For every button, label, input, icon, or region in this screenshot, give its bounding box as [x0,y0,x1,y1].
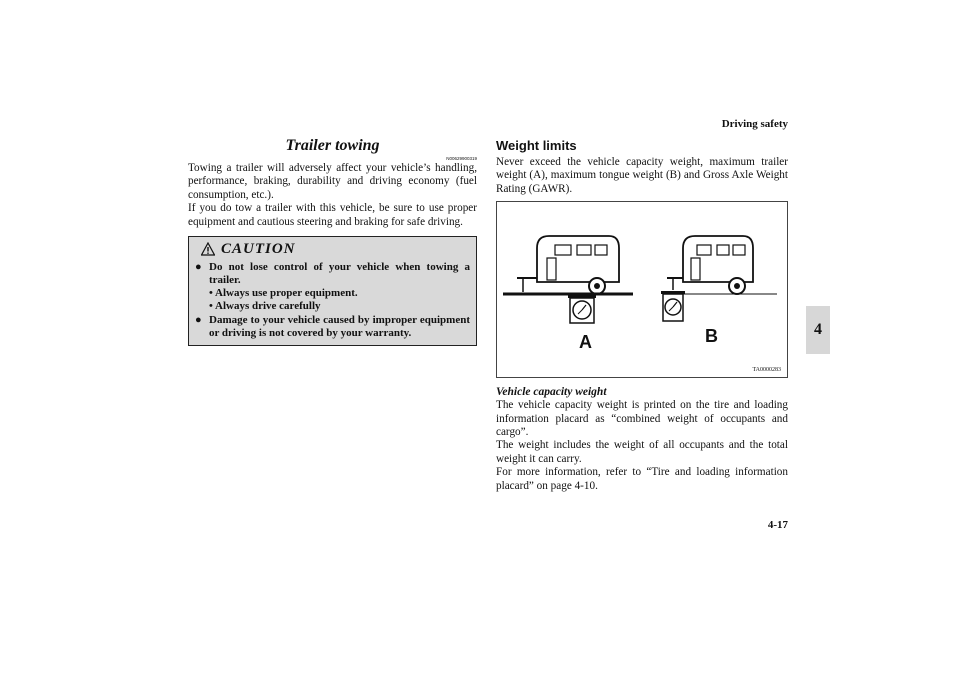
trailer-illustration [497,202,787,377]
caution-subitem-2: • Always drive carefully [209,300,321,313]
capacity-paragraph-2: The weight includes the weight of all occupants and the total weight it can carry. [496,439,788,465]
figure-label-b: B [705,326,718,347]
caution-item-2 [195,314,470,340]
trailer-weight-figure [496,201,788,378]
capacity-paragraph-1: The vehicle capacity weight is printed on the tire and loading information placard as “combined weight of occupants and cargo”. [496,399,788,439]
section-title: Trailer towing [285,137,380,154]
caution-header [195,239,470,259]
left-column [188,136,477,346]
capacity-paragraph-3: For more information, refer to “Tire and loading information placard” on page 4-10. [496,466,788,492]
caution-item-1 [195,261,470,287]
caution-list [195,261,470,340]
warning-triangle-icon [201,242,215,256]
caution-item-text: Damage to your vehicle caused by improper equipment or driving is not covered by your warranty. [209,314,470,340]
caution-subitem-1: • Always use proper equipment. [209,287,358,300]
caution-heading: CAUTION [221,240,296,257]
vehicle-capacity-heading: Vehicle capacity weight [496,386,607,399]
weight-limits-heading: Weight limits [496,138,577,153]
trailer-a-drawing [503,236,633,323]
paragraph-1: Towing a trailer will adversely affect your vehicle’s handling, performance, braking, durability and driving economy (fuel consumption, etc.). [188,162,477,201]
figure-label-a: A [579,332,592,353]
caution-box [188,236,477,346]
weight-limits-intro: Never exceed the vehicle capacity weight, maximum trailer weight (A), maximum tongue weight (B) and Gross Axle Weight Rating (GAWR). [496,156,788,195]
paragraph-2: If you do tow a trailer with this vehicle, be sure to use proper equipment and cautious steering and braking for safe driving. [188,202,477,228]
chapter-tab [806,306,830,354]
caution-item-text: Do not lose control of your vehicle when towing a trailer. [209,261,470,287]
reference-code: N00629900319 [446,156,477,161]
figure-code: TA0000283 [752,367,781,374]
right-column [496,136,788,493]
trailer-b-drawing [661,236,777,321]
running-header: Driving safety [721,118,788,130]
chapter-tab-number: 4 [814,321,822,338]
bullet-icon: ● [195,261,202,274]
bullet-icon: ● [195,314,202,327]
page-number: 4-17 [767,519,788,531]
